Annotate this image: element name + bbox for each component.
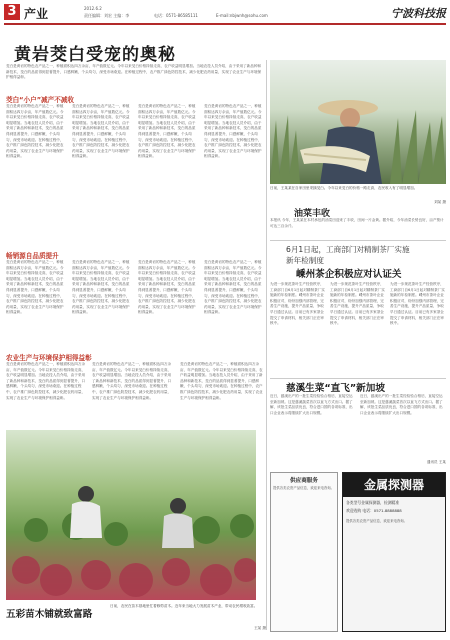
- lead-body-col4: 茭白是黄岩的特色农产品之一，种植面积达四万余亩，年产值数亿元。今年以来茭白价格持续走高，农户收益明显增加。当地农技人员介绍，由于采用了新品种和新技术，茭白的品质得到显著提升，口感鲜嫩，个头均匀，深受市场欢迎。在种植过程中，农户推广绿色防控技术，减少化肥农药用量，实现了农业生产与环境保护相得益彰。: [204, 104, 262, 159]
- issue-date: 2012.6.2: [84, 6, 102, 11]
- tea-text-col3: 为进一步规范茶叶生产经营秩序，工商部门自6月1日起对精制茶厂实施新的年检制度。嵊州市茶叶企业积极应对，纷纷加强内部管理，完善生产设施，提升产品质量，争取早日通过认证。目前已有多家茶企提交了申请材料，相关部门正在审核中。: [390, 282, 445, 326]
- metal-detector-ad: [342, 472, 446, 632]
- nursery-headline: 五彩苗木铺就致富路: [6, 609, 93, 620]
- lead-subheading-1: 茭白“小户”减产不减收: [6, 96, 75, 104]
- contact-email: E-mail:nbjwnh@sohu.com: [216, 13, 268, 18]
- lead-body-col5: 茭白是黄岩的特色农产品之一，种植面积达四万余亩，年产值数亿元。今年以来茭白价格持续走高，农户收益明显增加。当地农技人员介绍，由于采用了新品种和新技术，茭白的品质得到显著提升，口感鲜嫩，个头均匀，深受市场欢迎。在种植过程中，农户推广绿色防控技术，减少化肥农药用量，实现了农业生产与环境保护相得益彰。: [6, 260, 64, 315]
- lettuce-text-col2: 近日，慈溪出产的一批生菜经检验合格后，直接空运至新加坡。这是慈溪蔬菜首次以直飞方式出口。据了解，该批生菜品质优良，符合进口国的各项标准，出口企业表示将继续扩大出口规模。: [360, 394, 443, 415]
- lead-headline: 黄岩茭白受宠的奥秘: [14, 45, 176, 65]
- tea-headline-3: 嵊州茶企积极应对认证关: [296, 269, 402, 280]
- nursery-photo-text: 日前，农民在苗木基地里忙着修剪苗木。近年来当地大力发展苗木产业，带动农民增收致富。: [110, 604, 258, 608]
- masthead: [4, 4, 446, 24]
- lead-body-col7: 茭白是黄岩的特色农产品之一，种植面积达四万余亩，年产值数亿元。今年以来茭白价格持续走高，农户收益明显增加。当地农技人员介绍，由于采用了新品种和新技术，茭白的品质得到显著提升，口感鲜嫩，个头均匀，深受市场欢迎。在种植过程中，农户推广绿色防控技术，减少化肥农药用量，实现了农业生产与环境保护相得益彰。: [138, 260, 196, 315]
- lead-body-col9: 茭白是黄岩的特色农产品之一，种植面积达四万余亩，年产值数亿元。今年以来茭白价格持续走高，农户收益明显增加。当地农技人员介绍，由于采用了新品种和新技术，茭白的品质得到显著提升，口感鲜嫩，个头均匀，深受市场欢迎。在种植过程中，农户推广绿色防控技术，减少化肥农药用量，实现了农业生产与环境保护相得益彰。: [6, 362, 86, 400]
- farmer-photo-caption: 日前，王某某在自家田里采摘茭白。今年以来茭白的价格一路走高，农民收入有了明显增加。: [270, 186, 418, 190]
- lead-body-col10: 茭白是黄岩的特色农产品之一，种植面积达四万余亩，年产值数亿元。今年以来茭白价格持续走高，农户收益明显增加。当地农技人员介绍，由于采用了新品种和新技术，茭白的品质得到显著提升，口感鲜嫩，个头均匀，深受市场欢迎。在种植过程中，农户推广绿色防控技术，减少化肥农药用量，实现了农业生产与环境保护相得益彰。: [92, 362, 172, 400]
- supplier-ad-text: 提供各类农资产品信息，欢迎来电咨询。: [273, 486, 335, 490]
- lead-subheading-2: 畅销源自品质提升: [6, 252, 59, 260]
- lettuce-text-col1: 近日，慈溪出产的一批生菜经检验合格后，直接空运至新加坡。这是慈溪蔬菜首次以直飞方式出口。据了解，该批生菜品质优良，符合进口国的各项标准，出口企业表示将继续扩大出口规模。: [270, 394, 353, 415]
- lettuce-credit: 通讯员 王某: [426, 460, 446, 464]
- lead-body-col8: 茭白是黄岩的特色农产品之一，种植面积达四万余亩，年产值数亿元。今年以来茭白价格持续走高，农户收益明显增加。当地农技人员介绍，由于采用了新品种和新技术，茭白的品质得到显著提升，口感鲜嫩，个头均匀，深受市场欢迎。在种植过程中，农户推广绿色防控技术，减少化肥农药用量，实现了农业生产与环境保护相得益彰。: [204, 260, 262, 315]
- contact-phone: 电话：0571-86585111: [154, 13, 198, 18]
- page-number: 3: [4, 4, 20, 20]
- lead-body-col3: 茭白是黄岩的特色农产品之一，种植面积达四万余亩，年产值数亿元。今年以来茭白价格持续走高，农户收益明显增加。当地农技人员介绍，由于采用了新品种和新技术，茭白的品质得到显著提升，口感鲜嫩，个头均匀，深受市场欢迎。在种植过程中，农户推广绿色防控技术，减少化肥农药用量，实现了农业生产与环境保护相得益彰。: [138, 104, 196, 159]
- lead-body-col6: 茭白是黄岩的特色农产品之一，种植面积达四万余亩，年产值数亿元。今年以来茭白价格持续走高，农户收益明显增加。当地农技人员介绍，由于采用了新品种和新技术，茭白的品质得到显著提升，口感鲜嫩，个头均匀，深受市场欢迎。在种植过程中，农户推广绿色防控技术，减少化肥农药用量，实现了农业生产与环境保护相得益彰。: [72, 260, 130, 315]
- farmer-photo-illustration: [270, 60, 446, 184]
- farmer-photo: [270, 60, 446, 184]
- metal-detector-ad-body: 提供各类农资产品信息，欢迎来电咨询。: [346, 519, 408, 523]
- tea-headline-2: 新年检制度: [286, 256, 324, 265]
- tea-text-col2: 为进一步规范茶叶生产经营秩序，工商部门自6月1日起对精制茶厂实施新的年检制度。嵊州市茶叶企业积极应对，纷纷加强内部管理，完善生产设施，提升产品质量，争取早日通过认证。目前已有多家茶企提交了申请材料，相关部门正在审核中。: [330, 282, 385, 326]
- farmer-photo-credit: 刘某 摄: [434, 200, 446, 204]
- section-name: 产业: [24, 7, 49, 21]
- lettuce-headline: 慈溪生菜“直飞”新加坡: [286, 383, 385, 394]
- metal-detector-ad-title: 金属探测器: [343, 473, 445, 497]
- tea-text-col1: 为进一步规范茶叶生产经营秩序，工商部门自6月1日起对精制茶厂实施新的年检制度。嵊州市茶叶企业积极应对，纷纷加强内部管理，完善生产设施，提升产品质量，争取早日通过认证。目前已有多家茶企提交了申请材料，相关部门正在审核中。: [270, 282, 325, 326]
- supplier-ad-title: 供应商服务: [290, 478, 318, 484]
- nursery-photo: [6, 430, 256, 600]
- lead-body-col11: 茭白是黄岩的特色农产品之一，种植面积达四万余亩，年产值数亿元。今年以来茭白价格持续走高，农户收益明显增加。当地农技人员介绍，由于采用了新品种和新技术，茭白的品质得到显著提升，口感鲜嫩，个头均匀，深受市场欢迎。在种植过程中，农户推广绿色防控技术，减少化肥农药用量，实现了农业生产与环境保护相得益彰。: [180, 362, 263, 400]
- lead-body-col1: 茭白是黄岩的特色农产品之一，种植面积达四万余亩，年产值数亿元。今年以来茭白价格持续走高，农户收益明显增加。当地农技人员介绍，由于采用了新品种和新技术，茭白的品质得到显著提升，口感鲜嫩，个头均匀，深受市场欢迎。在种植过程中，农户推广绿色防控技术，减少化肥农药用量，实现了农业生产与环境保护相得益彰。: [6, 104, 64, 159]
- supplier-ad: [270, 472, 338, 632]
- newspaper-logo: 宁波科技报: [391, 7, 446, 20]
- nursery-photo-illustration: [6, 430, 256, 600]
- lead-body-col2: 茭白是黄岩的特色农产品之一，种植面积达四万余亩，年产值数亿元。今年以来茭白价格持续走高，农户收益明显增加。当地农技人员介绍，由于采用了新品种和新技术，茭白的品质得到显著提升，口感鲜嫩，个头均匀，深受市场欢迎。在种植过程中，农户推广绿色防控技术，减少化肥农药用量，实现了农业生产与环境保护相得益彰。: [72, 104, 130, 159]
- tea-headline-1: 6月1日起，工商部门对精制茶厂实施: [286, 245, 410, 254]
- metal-detector-ad-line2: 欢迎选购 电话：0571-8888888: [346, 508, 402, 513]
- lead-subheading-3: 农业生产与环境保护相得益彰: [6, 354, 92, 362]
- nursery-photo-credit: 王某 摄: [254, 626, 266, 630]
- metal-detector-ad-line1: 各类型号金属探测器，检测精准: [346, 500, 400, 505]
- lead-intro-text: 茭白是黄岩的特色农产品之一，种植面积达四万余亩，年产值数亿元。今年以来茭白价格持续走高，农户收益明显增加。当地农技人员介绍，由于采用了新品种和新技术，茭白的品质得到显著提升，口感鲜嫩，个头均匀，深受市场欢迎。在种植过程中，农户推广绿色防控技术，减少化肥农药用量，实现了农业生产与环境保护相得益彰。: [6, 64, 262, 80]
- rapeseed-text: 本报讯 今年，王某某在本村承包的油菜田迎来了丰收，田间一片金黄。据介绍，今年油菜长势良好，亩产预计可达三百余斤。: [270, 218, 444, 228]
- rapeseed-headline: 油菜丰收: [294, 209, 331, 219]
- editor-line: 责任编辑：刘宏 主编：李: [84, 13, 130, 18]
